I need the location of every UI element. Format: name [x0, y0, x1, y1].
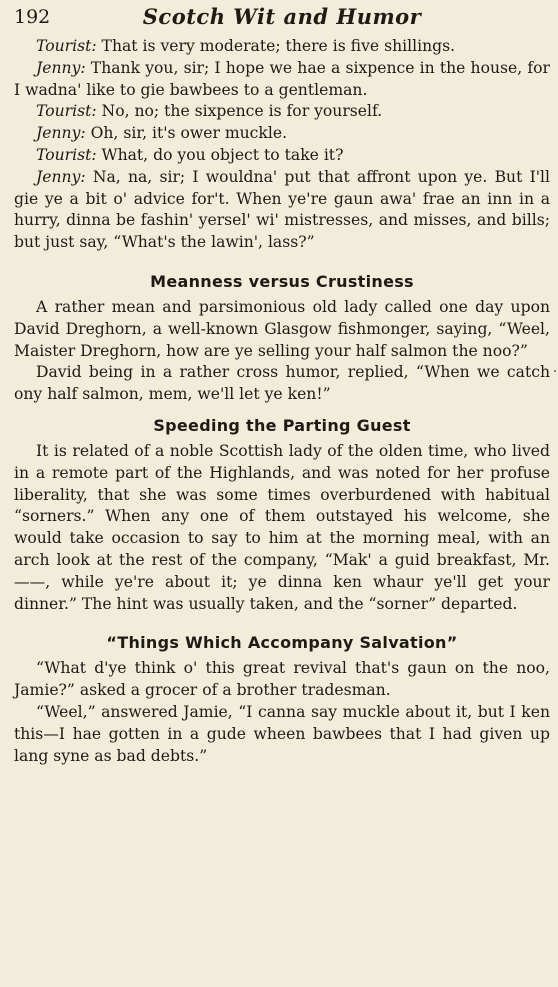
section-heading: “Things Which Accompany Salvation”: [106, 633, 458, 653]
speaker-name: Jenny:: [36, 124, 86, 143]
speaker-name: Tourist:: [36, 145, 97, 164]
dialogue-text: What, do you object to take it?: [96, 145, 344, 164]
paragraph: It is related of a noble Scottish lady of the olden time, who lived in a remote part of the Highlands, and was noted for her profuse liberality, that she was some times overburdened with habitual “sorners.” When any one of them outstayed his welcome, she would take occasion to say to him at the morning meal, with an arch look at the rest of the company, “Mak' a guid breakfast, Mr. ——, while ye're about it; ye dinna ken whaur ye'll get your dinner.” The hint was usually taken, and the “sorner” departed.: [14, 441, 550, 613]
paragraph: A rather mean and parsimonious old lady called one day upon David Dreghorn, a well-known Glasgow fishmonger, saying, “Weel, Maister Dreghorn, how are ye selling your half salmon the noo?”: [14, 297, 550, 360]
paragraph: David being in a rather cross humor, replied, “When we catch ony half salmon, mem, we'll let ye ken!”: [14, 363, 550, 404]
book-page: [14, 4, 550, 983]
dialogue-line: [14, 145, 550, 167]
section-body: [14, 658, 550, 767]
section-body: [14, 297, 550, 406]
running-head: [14, 4, 550, 36]
dialogue-text: Oh, sir, it's ower muckle.: [85, 124, 288, 143]
section-heading: Speeding the Parting Guest: [153, 415, 411, 435]
dialogue-block: [14, 36, 550, 254]
dialogue-text: No, no; the sixpence is for yourself.: [96, 102, 383, 121]
speaker-name: Jenny:: [36, 167, 86, 186]
section-body: [14, 441, 550, 615]
dialogue-line: [14, 58, 550, 102]
dialogue-text: Na, na, sir; I wouldna' put that affront upon ye. But I'll gie ye a bit o' advice for't. When ye're gaun awa' frae an inn in a hurry, dinna be fashin' yersel' wi' mistresses, and misses, and bills; but just say, “What's the lawin', lass?”: [14, 167, 550, 252]
speaker-name: Tourist:: [36, 37, 97, 55]
dialogue-line: [14, 123, 550, 145]
paragraph: “What d'ye think o' this great revival that's gaun on the noo, Jamie?” asked a grocer of a brother tradesman.: [14, 659, 550, 700]
paragraph: “Weel,” answered Jamie, “I canna say muckle about it, but I ken this—I hae gotten in a gude wheen bawbees that I had given up lang syne as bad debts.”: [14, 702, 550, 765]
dialogue-line: [14, 167, 550, 254]
section-heading: Meanness versus Crustiness: [150, 271, 414, 291]
speaker-name: Jenny:: [36, 58, 86, 77]
dialogue-line: [14, 36, 550, 58]
dialogue-text: Thank you, sir; I hope we hae a sixpence in the house, for I wadna' like to gie bawbees to a gentleman.: [14, 58, 550, 99]
dialogue-line: [14, 101, 550, 123]
speaker-name: Tourist:: [36, 102, 97, 121]
dialogue-text: That is very moderate; there is five shillings.: [96, 37, 456, 55]
margin-speck: [554, 370, 556, 372]
page-number: 192: [14, 6, 51, 28]
running-title: Scotch Wit and Humor: [142, 4, 422, 29]
